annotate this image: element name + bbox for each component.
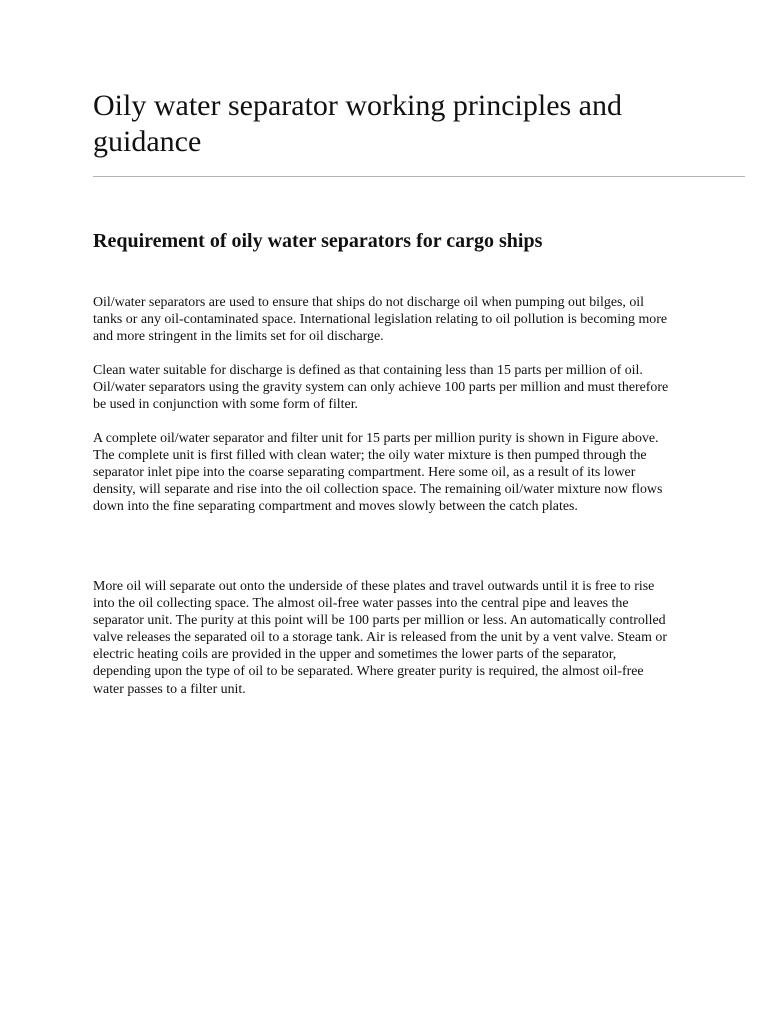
paragraph-3: A complete oil/water separator and filter unit for 15 parts per million purity is shown in Figure above. The complete unit is first filled with clean water; the oily water mixture is then pumped through the separator inlet pipe into the coarse separating compartment. Here some oil, as a result of its lower density, will separate and rise into the oil collection space. The remaining oil/water mixture now flows down into the fine separating compartment and moves slowly between the catch plates. <box>93 431 663 515</box>
paragraph-1: Oil/water separators are used to ensure that ships do not discharge oil when pumping out bilges, oil tanks or any oil-contaminated space. International legislation relating to oil pollution is becoming more and more stringent in the limits set for oil discharge. <box>93 295 667 345</box>
section-heading: Requirement of oily water separators for cargo ships <box>93 230 543 252</box>
paragraph-4: More oil will separate out onto the underside of these plates and travel outwards until it is free to rise into the oil collecting space. The almost oil-free water passes into the central pipe and leaves the separator unit. The purity at this point will be 100 parts per million or less. An automatically controlled valve releases the separated oil to a storage tank. Air is released from the unit by a vent valve. Steam or electric heating coils are provided in the upper and sometimes the lower parts of the separator, depending upon the type of oil to be separated. Where greater purity is required, the almost oil-free water passes to a filter unit. <box>93 579 667 697</box>
paragraph-2: Clean water suitable for discharge is defined as that containing less than 15 parts per million of oil. Oil/water separators using the gravity system can only achieve 100 parts per million and must therefore be used in conjunction with some form of filter. <box>93 363 669 413</box>
page-title: Oily water separator working principles and guidance <box>93 89 622 158</box>
title-divider <box>93 176 745 177</box>
